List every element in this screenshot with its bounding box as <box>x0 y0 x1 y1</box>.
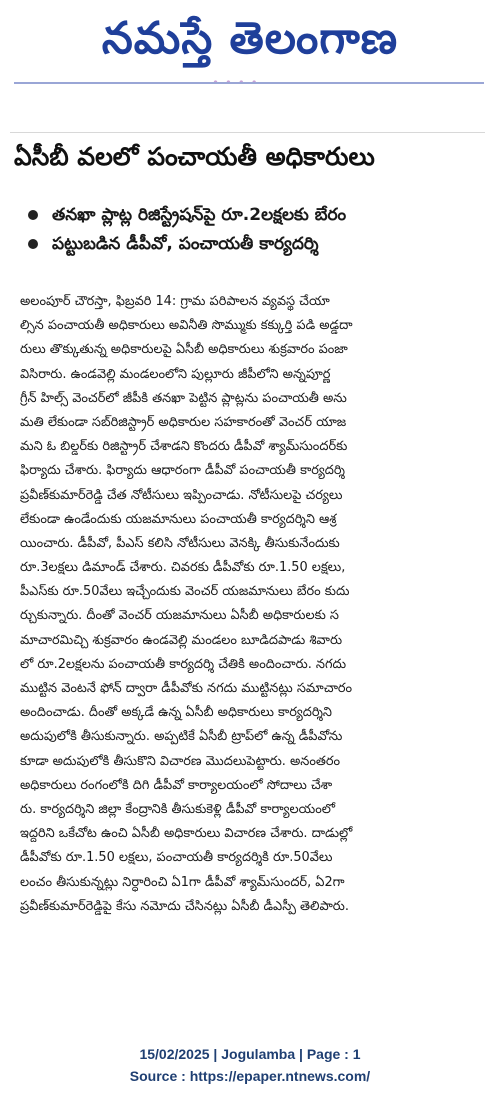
article-body-line: రులు తొక్కుతున్న అధికారులపై ఏసీబీ అధికారులు శుక్రవారం పంజా <box>20 342 348 358</box>
masthead-title: నమస్తే తెలంగాణ <box>101 13 399 64</box>
bullet-icon <box>28 210 38 220</box>
page-footer <box>0 1043 500 1087</box>
article-body-line: ల్సిన పంచాయతీ అధికారులు అవినీతి సొమ్ముకు కక్కుర్తి పడి అడ్డదా <box>20 318 353 334</box>
subhead-text: పట్టుబడిన డీపీవో, పంచాయతీ కార్యదర్శి <box>52 234 319 254</box>
article-body-line: రు. కార్యదర్శిని జిల్లా కేంద్రానికి తీసుకుకెళ్లి డీపీవో కార్యాలయంలో <box>20 801 335 817</box>
article-body-line: కూడా అదుపులోకి తీసుకొని విచారణ మొదలుపెట్టారు. అనంతరం <box>20 753 341 769</box>
article-body-line: పీఎస్‌కు రూ.50వేలు ఇచ్చేందుకు వెంచర్ యజమానులు బేరం కుదు <box>20 584 350 600</box>
masthead-divider <box>14 82 484 84</box>
article-body-line: అందించాడు. దీంతో అక్కడే ఉన్న ఏసీబీ అధికారులు కార్యదర్శిని <box>20 705 332 721</box>
article-body-line: అధికారులు రంగంలోకి దిగి డీపీవో కార్యాలయంలో సోదాలు చేశా <box>20 777 333 793</box>
article-body-line: ముట్టిన వెంటనే ఫోన్ ద్వారా డీపీవోకు నగదు ముట్టినట్లు సమాచారం <box>20 681 353 696</box>
article-body-line: మతి లేకుండా సబ్‌రిజిస్ట్రార్ అధికారుల సహకారంతో వెంచర్ యాజ <box>20 414 347 430</box>
article-body-line: లేకుండా ఉండేందుకు యజమానులు పంచాయతీ కార్యదర్శిని ఆశ్ర <box>20 511 337 527</box>
footer-source: Source : https://epaper.ntnews.com/ <box>129 1068 371 1084</box>
article-body-line: ఇద్దరిని ఒకేచోట ఉంచి ఏసీబీ అధికారులు విచారణ చేశారు. దాడుల్లో <box>20 826 353 842</box>
article-body-line: ర్చుకున్నారు. దీంతో వెంచర్ యజమానులు ఏసీబీ అధికారులకు స <box>20 608 339 624</box>
article-headline: ఏసీబీ వలలో పంచాయతీ అధికారులు <box>14 142 375 171</box>
article-body-line: అదుపులోకి తీసుకున్నారు. అప్పటికే ఏసీబీ ట్రాప్‌లో ఉన్న డీపీవోను <box>20 729 343 745</box>
article-body-line: విసిరారు. ఉండవెల్లి మండలంలోని పుల్లూరు జీపీలోని అన్నపూర్ణ <box>20 366 331 382</box>
article-body-line: రూ.3లక్షలు డిమాండ్ చేశారు. చివరకు డీపీవోకు రూ.1.50 లక్షలు, <box>20 560 346 576</box>
subhead-text: తనఖా ప్లాట్ల రిజిస్ట్రేషన్‌పై రూ.2లక్షలకు బేరం <box>52 205 347 225</box>
article-body-line: లంచం తీసుకున్నట్లు నిర్ధారించి ఏ1గా డీపీవో శ్యామ్‌సుందర్, ఏ2గా <box>20 874 345 890</box>
headline-divider <box>10 132 485 133</box>
article-body-line: అలంపూర్ చౌరస్తా, ఫిబ్రవరి 14: గ్రామ పరిపాలన వ్యవస్థ చేయా <box>20 294 330 309</box>
article-body-line: ప్రవీణ్‌కుమార్‌రెడ్డి చేత నోటీసులు ఇప్పించాడు. నోటీసులపై చర్యలు <box>20 487 343 503</box>
article-subhead <box>28 203 483 227</box>
article-body-line: ఫిర్యాదు చేశారు. ఫిర్యాదు ఆధారంగా డీపీవో పంచాయతీ కార్యదర్శి <box>20 463 345 479</box>
article-body-line: మని ఓ బిల్డర్‌కు రిజిస్ట్రార్ చేశాడని కొందరు డీపీవో శ్యామ్‌సుందర్‌కు <box>20 439 348 455</box>
article-body <box>20 290 482 919</box>
article-body-line: ప్రవీణ్‌కుమార్‌రెడ్డిపై కేసు నమోదు చేసినట్లు ఏసీబీ డీఎస్పీ తెలిపారు. <box>20 898 349 914</box>
article-body-line: గ్రీన్ హిల్స్ వెంచర్‌లో జీపీకి తనఖా పెట్టిన ప్లాట్లను పంచాయతీ అను <box>20 390 347 406</box>
bullet-icon <box>28 239 38 249</box>
article-body-line: మాచారమిచ్చి శుక్రవారం ఉండవెల్లి మండలం బూడిదపాడు శివారు <box>20 632 343 648</box>
footer-date-edition: 15/02/2025 | Jogulamba | Page : 1 <box>139 1046 361 1062</box>
masthead <box>0 0 500 92</box>
article-body-line: యించారు. డీపీవో, పీఎస్ కలిసి నోటీసులు వెనక్కి తీసుకునేందుకు <box>20 535 340 551</box>
article-subhead <box>28 232 483 256</box>
article-body-line: డీపీవోకు రూ.1.50 లక్షలు, పంచాయతీ కార్యదర్శికి రూ.50వేలు <box>20 850 333 866</box>
article-body-line: లో రూ.2లక్షలను పంచాయతీ కార్యదర్శి చేతికి అందించారు. నగదు <box>20 656 347 672</box>
